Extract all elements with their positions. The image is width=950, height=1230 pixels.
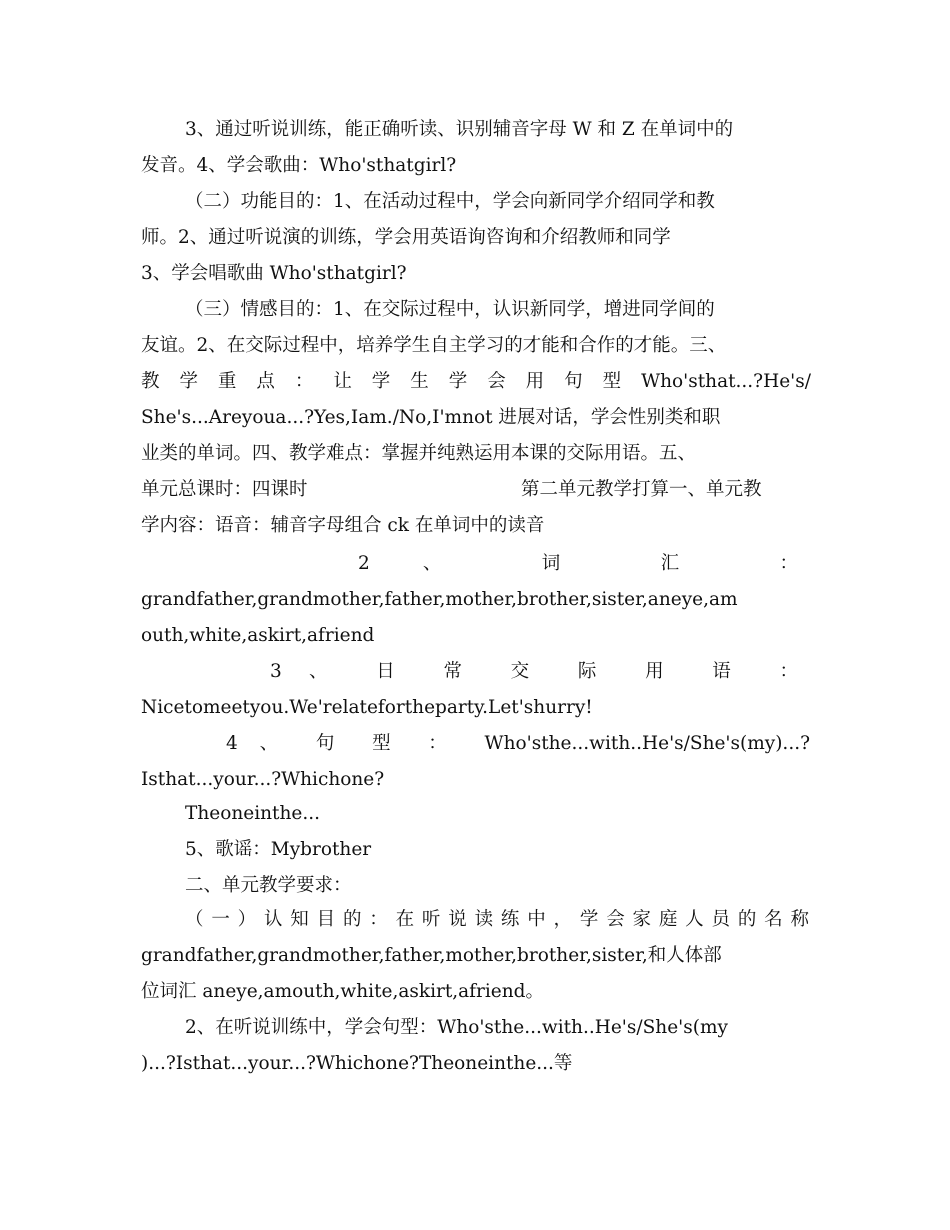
text-line-6: （三）情感目的：1、在交际过程中，认识新同学，增进同学间的 [185, 299, 715, 320]
text-line-22: 二、单元教学要求： [185, 875, 352, 896]
text-line-27: )...?Isthat...your...?Whichone?Theoneinthe...等 [141, 1053, 573, 1074]
text-line-12: 学内容：语音：辅音字母组合 ck 在单词中的读音 [141, 515, 545, 536]
text-line-9: She's...Areyoua...?Yes,Iam./No,I'mnot 进展对话，学会性别类和职 [141, 407, 721, 428]
text-line-5: 3、学会唱歌曲 Who'sthatgirl? [141, 263, 407, 284]
text-line-17: Nicetomeetyou.We'relatefortheparty.Let'shurry! [141, 697, 593, 718]
text-line-15: outh,white,askirt,afriend [141, 625, 375, 646]
text-line-11b: 第二单元教学打算一、单元教 [521, 479, 762, 500]
text-line-1: 3、通过听说训练，能正确听读、识别辅音字母 W 和 Z 在单词中的 [185, 119, 734, 140]
text-line-14: grandfather,grandmother,father,mother,brother,sister,aneye,am [141, 589, 738, 610]
text-line-19: Isthat...your...?Whichone? [141, 769, 385, 790]
text-line-7: 友谊。2、在交际过程中，培养学生自主学习的才能和合作的才能。三、 [141, 335, 727, 356]
text-line-2: 发音。4、学会歌曲：Who'sthatgirl? [141, 155, 457, 176]
text-line-23: （一）认知目的：在听说读练中，学会家庭人员的名称 [185, 909, 809, 930]
text-line-25: 位词汇 aneye,amouth,white,askirt,afriend。 [141, 981, 544, 1002]
text-line-24: grandfather,grandmother,father,mother,brother,sister,和人体部 [141, 945, 722, 966]
text-line-11a: 单元总课时：四课时 [141, 479, 308, 500]
text-line-8: 教 学 重 点 ： 让 学 生 学 会 用 句 型 Who'sthat...?He's/ [141, 371, 811, 392]
text-line-10: 业类的单词。四、教学难点：掌握并纯熟运用本课的交际用语。五、 [141, 443, 697, 464]
text-line-20: Theoneinthe... [185, 803, 320, 824]
text-line-26: 2、在听说训练中，学会句型：Who'sthe...with..He's/She's(my [185, 1017, 728, 1038]
text-line-13: 2 、 词 汇 ： [358, 553, 798, 574]
text-line-4: 师。2、通过听说演的训练，学会用英语询咨询和介绍教师和同学 [141, 227, 671, 248]
text-line-3: （二）功能目的：1、在活动过程中，学会向新同学介绍同学和教 [185, 191, 715, 212]
text-line-21: 5、歌谣：Mybrother [185, 839, 372, 860]
text-line-16: 3 、 日 常 交 际 用 语 ： [270, 661, 798, 682]
text-line-18: 4 、 句 型 ： Who'sthe...with..He's/She's(my)...? [226, 733, 810, 754]
